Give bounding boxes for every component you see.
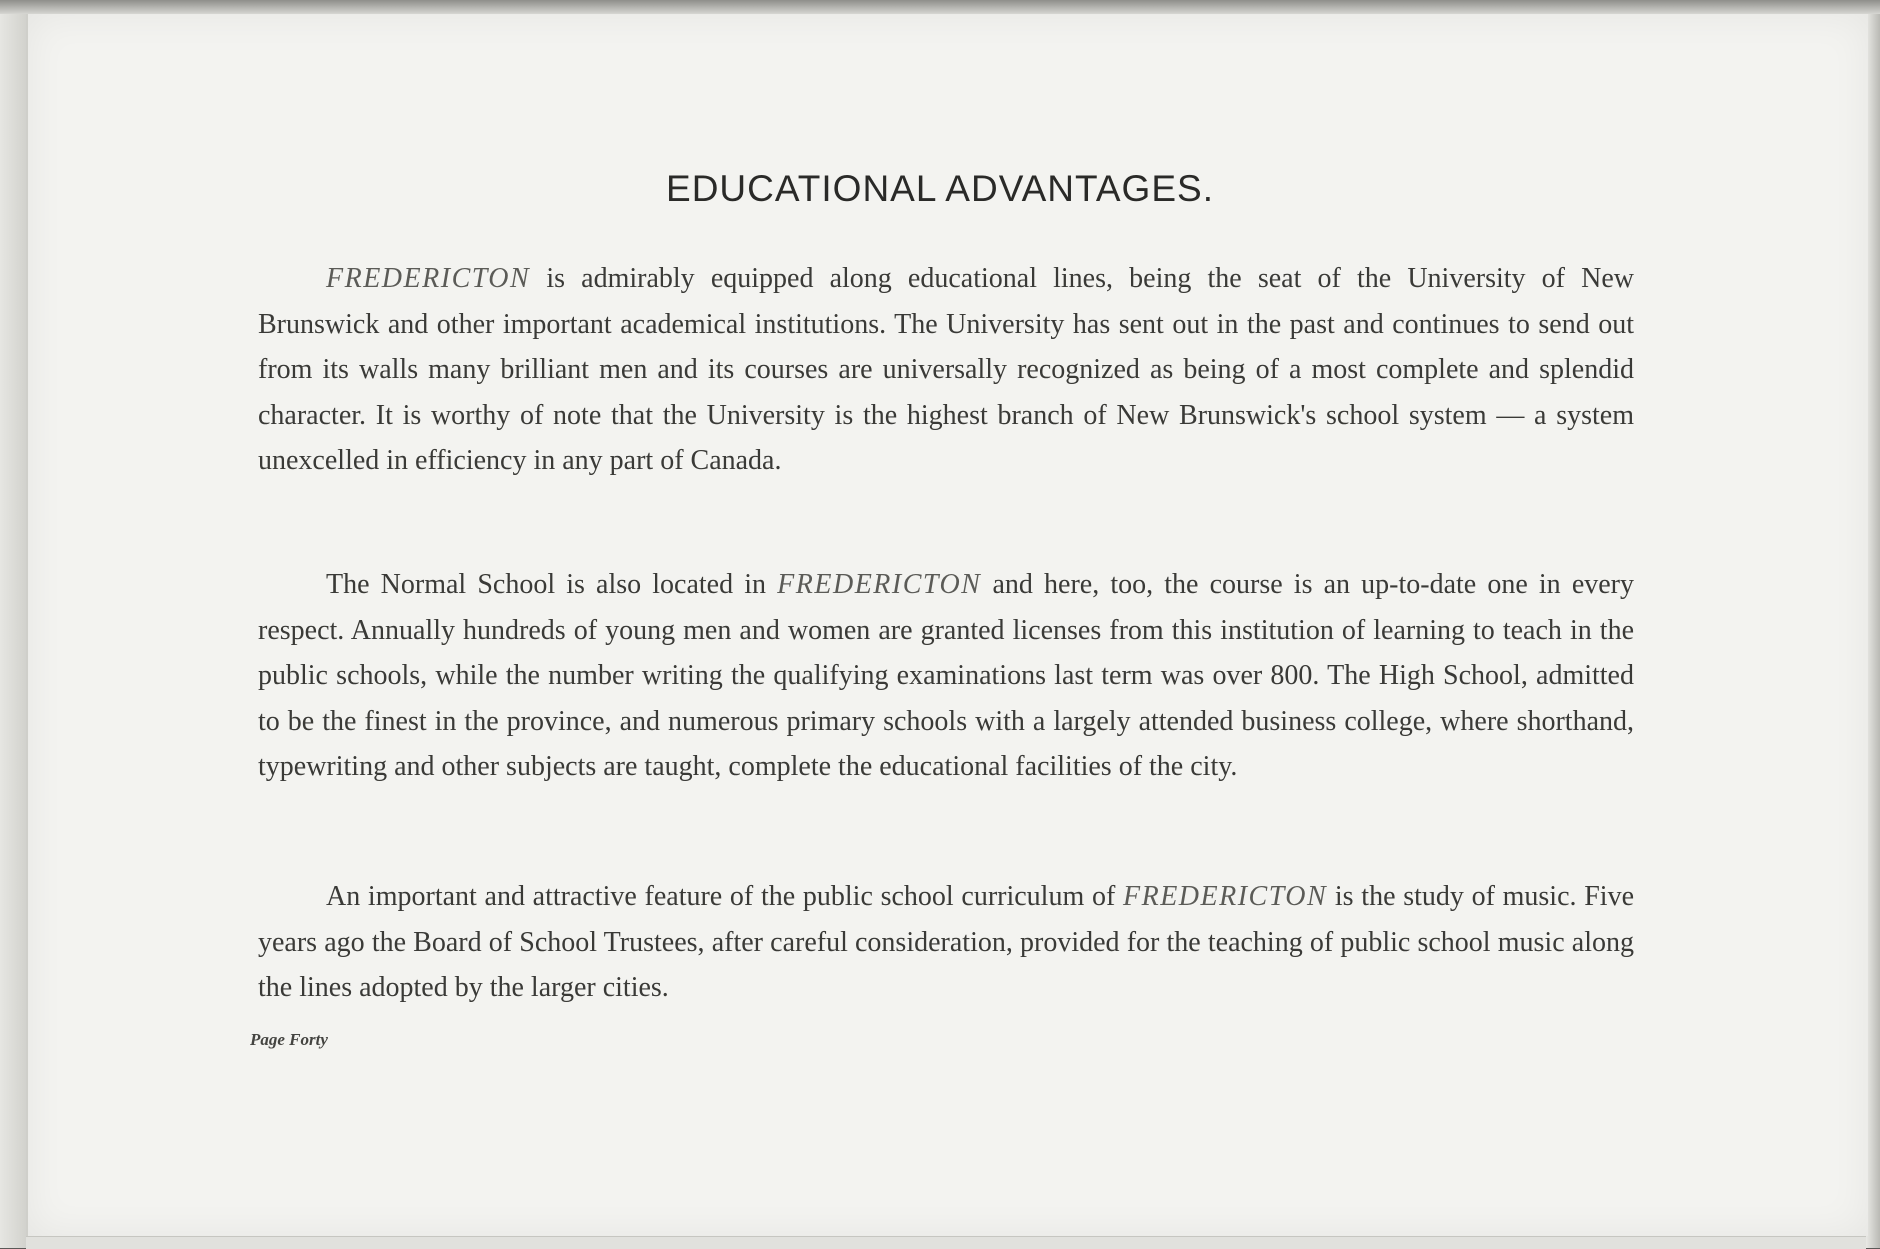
page-top-edge <box>0 0 1880 14</box>
paragraph-emphasis: FREDERICTON <box>777 569 982 600</box>
paragraph-university <box>258 256 1634 484</box>
paragraph-emphasis: FREDERICTON <box>1122 881 1328 912</box>
paragraph-text-after: and here, too, the course is an up-to-date one in every respect. Annually hundreds of young men and women are granted licenses from this institution of learning to teach in the public schools, while the number writing the qualifying examinations last term was over 800. The High School, admitted to be the finest in the province, and numerous primary schools with a largely attended business college, where shorthand, typewriting and other subjects are taught, complete the educational facilities of the city. <box>258 569 1634 782</box>
paragraph-text-before: The Normal School is also located in <box>326 569 778 600</box>
page-title: EDUCATIONAL ADVANTAGES. <box>666 168 1214 209</box>
paragraph-normal-school <box>258 562 1634 790</box>
paragraph-text-after: is the study of music. Five years ago the Board of School Trustees, after careful consideration, provided for the teaching of public school music along the lines adopted by the larger cities. <box>258 881 1634 1003</box>
paragraph-music <box>258 874 1634 1011</box>
page-folio: Page Forty <box>250 1030 328 1049</box>
paragraph-text: is admirably equipped along educational lines, being the seat of the University of New Brunswick and other important academical institutions. The University has sent out in the past and continues to send out from its walls many brilliant men and its courses are universally recognized as being of a most complete and splendid character. It is worthy of note that the University is the highest branch of New Brunswick's school system — a system unexcelled in efficiency in any part of Canada. <box>258 263 1634 476</box>
paragraph-emphasis: FREDERICTON <box>326 263 531 294</box>
paragraph-text-before: An important and attractive feature of the public school curriculum of <box>326 881 1123 912</box>
page-bottom-edge <box>26 1236 1866 1249</box>
